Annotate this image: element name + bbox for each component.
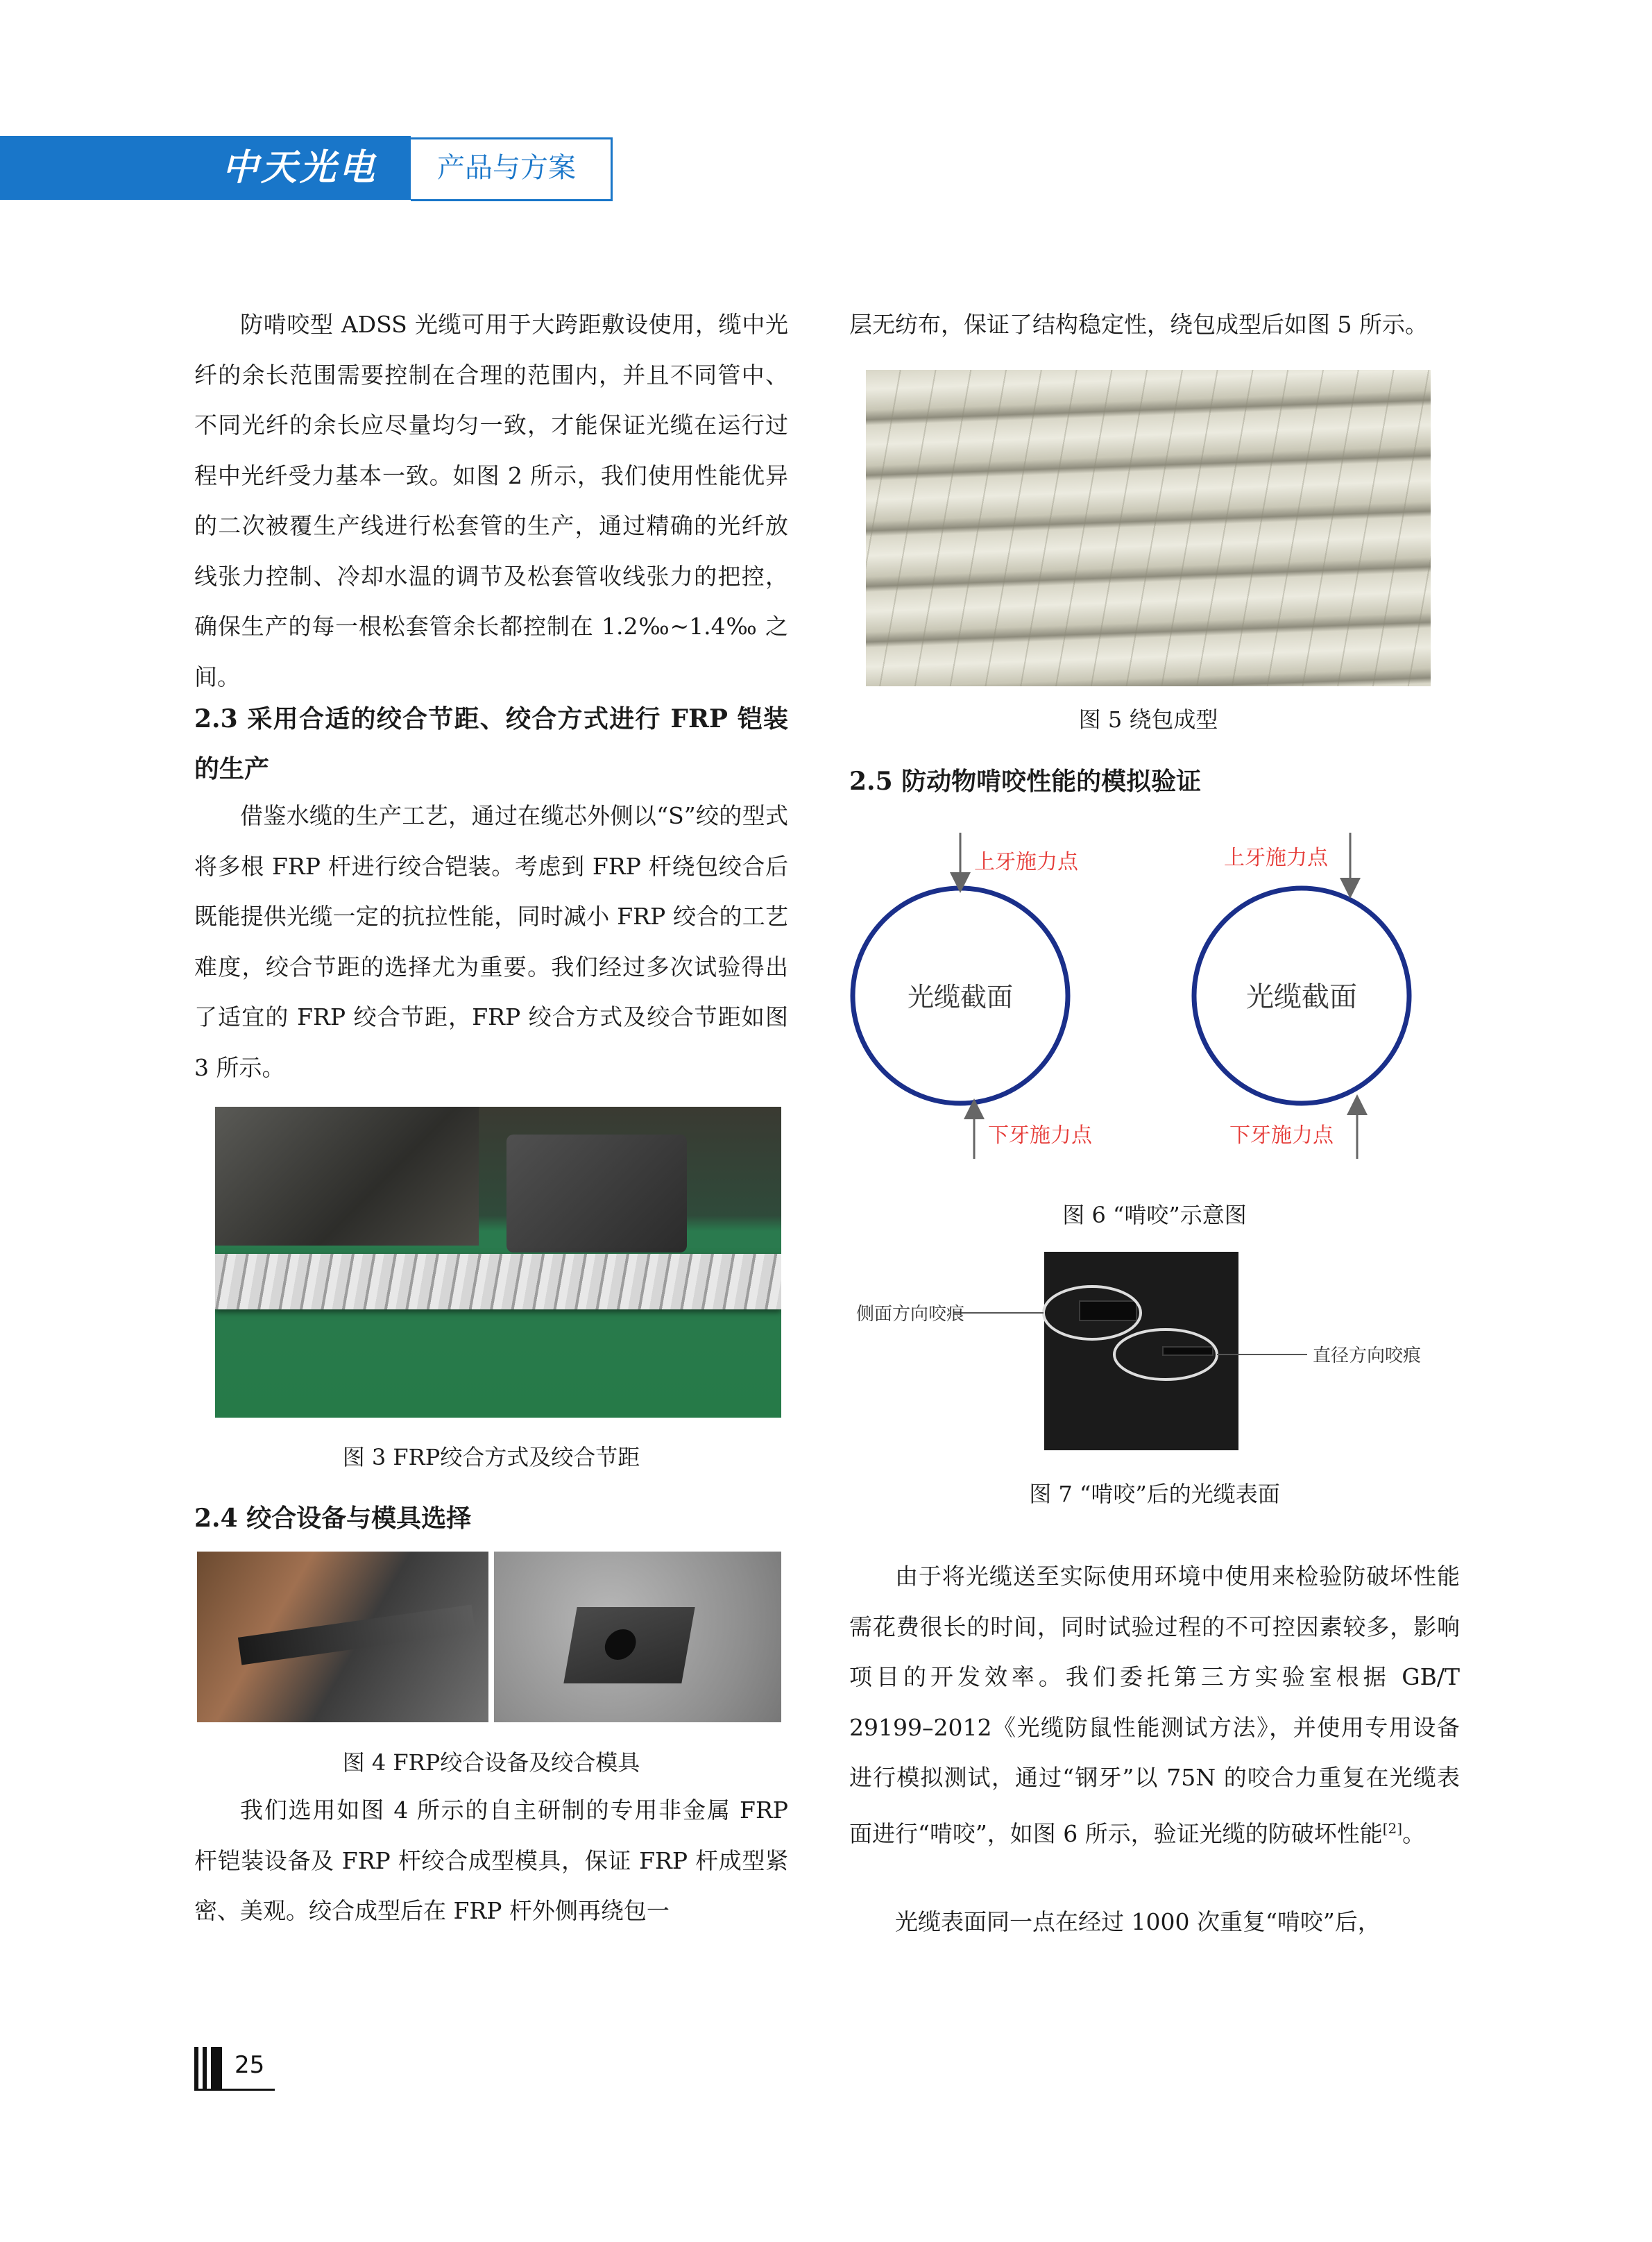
paragraph-continuation: 层无纺布，保证了结构稳定性，绕包成型后如图 5 所示。 bbox=[849, 311, 1428, 338]
figure-3-caption: 图 3 FRP绞合方式及绞合节距 bbox=[342, 1444, 640, 1470]
figure-7-caption: 图 7 “啃咬”后的光缆表面 bbox=[1029, 1481, 1280, 1507]
paragraph-bite-result: 光缆表面同一点在经过 1000 次重复“啃咬”后， bbox=[895, 1908, 1381, 1935]
stranded-cable bbox=[215, 1254, 781, 1309]
figure-4-equipment-photo bbox=[197, 1552, 488, 1722]
paragraph-fiber-length: 防啃咬型 ADSS 光缆可用于大跨距敷设使用，缆中光纤的余长范围需要控制在合理的范围内，并且不同管中、不同光纤的余长应尽量均匀一致，才能保证光缆在运行过程中光纤受力基本一致。如图 2 所示，我们使用性能优异的二次被覆生产线进行松套管的生产，通过精确的光纤放线张力控制、冷却水温的调节及松套管收线张力的把控，确保生产的每一根松套管余长都控制在 1.2‰~1.4‰ 之间。 bbox=[194, 311, 788, 690]
section-label-right: 光缆截面 bbox=[1246, 981, 1357, 1013]
side-mark-label: 侧面方向咬痕 bbox=[856, 1304, 965, 1325]
upper-label-left: 上牙施力点 bbox=[974, 850, 1078, 874]
paragraph-equipment: 我们选用如图 4 所示的自主研制的专用非金属 FRP 杆铠装设备及 FRP 杆绞合成型模具，保证 FRP 杆成型紧密、美观。绞合成型后在 FRP 杆外侧再绕包一 bbox=[194, 1797, 788, 1924]
paragraph-simulation bbox=[849, 1552, 1460, 1859]
page-number: 25 bbox=[235, 2051, 265, 2079]
figure-5-caption: 图 5 绕包成型 bbox=[1078, 706, 1218, 733]
simulation-text-end: 。 bbox=[1402, 1819, 1426, 1847]
section-label-left: 光缆截面 bbox=[907, 982, 1014, 1012]
page-number-rule bbox=[194, 2089, 275, 2091]
upper-label-right: 上牙施力点 bbox=[1224, 846, 1328, 870]
simulation-text: 由于将光缆送至实际使用环境中使用来检验防破坏性能需花费很长的时间，同时试验过程的不可控因素较多，影响项目的开发效率。我们委托第三方实验室根据 GB/T 29199–2012《光缆防鼠性能测试方法》，并使用专用设备进行模拟测试，通过“钢牙”以 75N 的咬合力重复在光缆表面进行“啃咬”，如图 6 所示，验证光缆的防破坏性能 bbox=[849, 1563, 1460, 1847]
heading-2-4: 2.4 绞合设备与模具选择 bbox=[194, 1504, 472, 1533]
stranding-machine bbox=[215, 1107, 479, 1246]
lower-label-left: 下牙施力点 bbox=[988, 1123, 1092, 1148]
paragraph-frp-stranding: 借鉴水缆的生产工艺，通过在缆芯外侧以“S”绞的型式将多根 FRP 杆进行绞合铠装。考虑到 FRP 杆绕包绞合后既能提供光缆一定的抗拉性能，同时减小 FRP 绞合的工艺难度，绞合节距的选择尤为重要。我们经过多次试验得出了适宜的 FRP 绞合节距，FRP 绞合方式及绞合节距如图 3 所示。 bbox=[194, 802, 788, 1081]
figure-6-caption: 图 6 “啃咬”示意图 bbox=[1062, 1202, 1247, 1228]
machine-part bbox=[506, 1135, 687, 1252]
figure-4-mold-photo bbox=[494, 1552, 781, 1722]
figure-6-diagram bbox=[849, 819, 1460, 1180]
diameter-mark-label: 直径方向咬痕 bbox=[1313, 1345, 1422, 1366]
diameter-mark-ellipse bbox=[1114, 1330, 1217, 1379]
lower-label-right: 下牙施力点 bbox=[1229, 1123, 1334, 1148]
page-number-bars bbox=[194, 2047, 225, 2089]
figure-5-photo bbox=[866, 370, 1431, 686]
stranding-die bbox=[563, 1607, 695, 1683]
figure-3-photo bbox=[215, 1107, 781, 1418]
figure-7-callouts bbox=[849, 1252, 1460, 1450]
brand-logo: 中天光电 bbox=[222, 147, 378, 189]
reference-2: [2] bbox=[1382, 1819, 1403, 1837]
figure-4-caption: 图 4 FRP绞合设备及绞合模具 bbox=[342, 1749, 640, 1776]
heading-2-5: 2.5 防动物啃咬性能的模拟验证 bbox=[849, 767, 1202, 796]
heading-2-3: 2.3 采用合适的绞合节距、绞合方式进行 FRP 铠装的生产 bbox=[194, 704, 788, 783]
side-mark-ellipse bbox=[1044, 1286, 1141, 1339]
section-title: 产品与方案 bbox=[437, 152, 576, 184]
